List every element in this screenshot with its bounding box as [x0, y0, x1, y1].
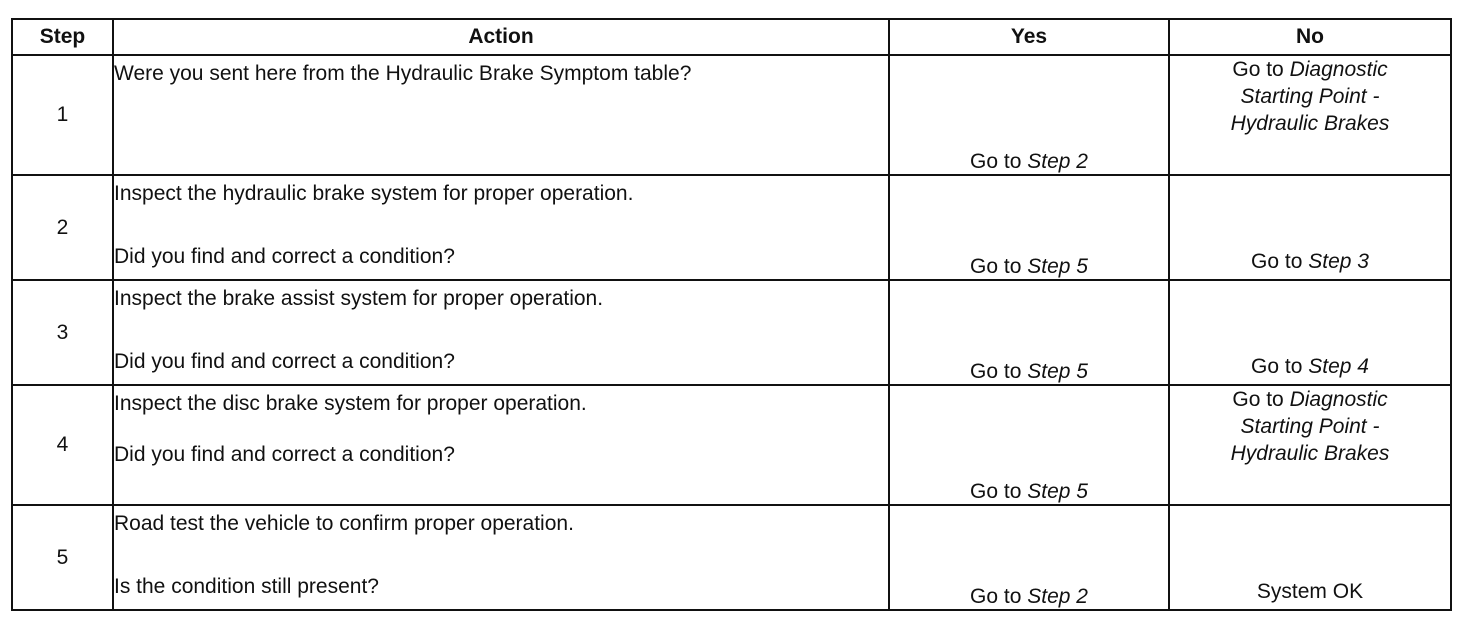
no-cell	[1169, 280, 1451, 385]
diagnostic-link[interactable]: Hydraulic Brakes	[1230, 112, 1390, 135]
no-cell	[1169, 385, 1451, 505]
yes-cell	[889, 385, 1169, 505]
table-row	[12, 175, 1451, 280]
action-question: Did you find and correct a condition?	[114, 245, 455, 268]
step-link[interactable]: Step 4	[1308, 355, 1369, 378]
table-row	[12, 505, 1451, 610]
goto-prefix: Go to	[1232, 388, 1284, 411]
action-cell	[113, 55, 889, 175]
step-number: 4	[12, 385, 113, 505]
action-question: Is the condition still present?	[114, 575, 379, 598]
action-instruction: Inspect the disc brake system for proper operation.	[114, 392, 587, 415]
goto-prefix: Go to	[970, 150, 1022, 173]
no-cell	[1169, 55, 1451, 175]
action-instruction: Inspect the brake assist system for proper operation.	[114, 287, 604, 310]
action-instruction: Inspect the hydraulic brake system for proper operation.	[114, 182, 634, 205]
table-row	[12, 280, 1451, 385]
diagnostic-table	[11, 18, 1452, 611]
action-question: Did you find and correct a condition?	[114, 443, 455, 466]
yes-cell	[889, 280, 1169, 385]
diagnostic-link[interactable]: Starting Point -	[1240, 415, 1380, 438]
header-row	[12, 19, 1451, 55]
goto-prefix: Go to	[970, 585, 1022, 608]
diagnostic-link[interactable]: Diagnostic	[1289, 388, 1388, 411]
action-cell	[113, 505, 889, 610]
goto-prefix: Go to	[970, 480, 1022, 503]
system-ok-text: System OK	[1256, 580, 1364, 603]
yes-cell	[889, 505, 1169, 610]
table-row	[12, 55, 1451, 175]
yes-cell	[889, 175, 1169, 280]
step-link[interactable]: Step 3	[1308, 250, 1369, 273]
diagnostic-link[interactable]: Diagnostic	[1289, 58, 1388, 81]
action-text: Were you sent here from the Hydraulic Brake Symptom table?	[114, 62, 692, 85]
goto-prefix: Go to	[970, 360, 1022, 383]
step-link[interactable]: Step 5	[1027, 360, 1088, 383]
goto-prefix: Go to	[1251, 250, 1303, 273]
goto-prefix: Go to	[1251, 355, 1303, 378]
no-cell	[1169, 175, 1451, 280]
step-link[interactable]: Step 2	[1027, 585, 1088, 608]
no-cell	[1169, 505, 1451, 610]
header-yes: Yes	[889, 19, 1169, 55]
table-row	[12, 385, 1451, 505]
goto-prefix: Go to	[1232, 58, 1284, 81]
step-link[interactable]: Step 5	[1027, 480, 1088, 503]
diagnostic-link[interactable]: Hydraulic Brakes	[1230, 442, 1390, 465]
step-link[interactable]: Step 5	[1027, 255, 1088, 278]
step-number: 5	[12, 505, 113, 610]
step-number: 3	[12, 280, 113, 385]
yes-cell	[889, 55, 1169, 175]
action-cell	[113, 385, 889, 505]
step-link[interactable]: Step 2	[1027, 150, 1088, 173]
step-number: 1	[12, 55, 113, 175]
step-number: 2	[12, 175, 113, 280]
header-step: Step	[12, 19, 113, 55]
action-question: Did you find and correct a condition?	[114, 350, 455, 373]
header-no: No	[1169, 19, 1451, 55]
diagnostic-link[interactable]: Starting Point -	[1240, 85, 1380, 108]
goto-prefix: Go to	[970, 255, 1022, 278]
action-instruction: Road test the vehicle to confirm proper operation.	[114, 512, 574, 535]
action-cell	[113, 280, 889, 385]
action-cell	[113, 175, 889, 280]
header-action: Action	[113, 19, 889, 55]
